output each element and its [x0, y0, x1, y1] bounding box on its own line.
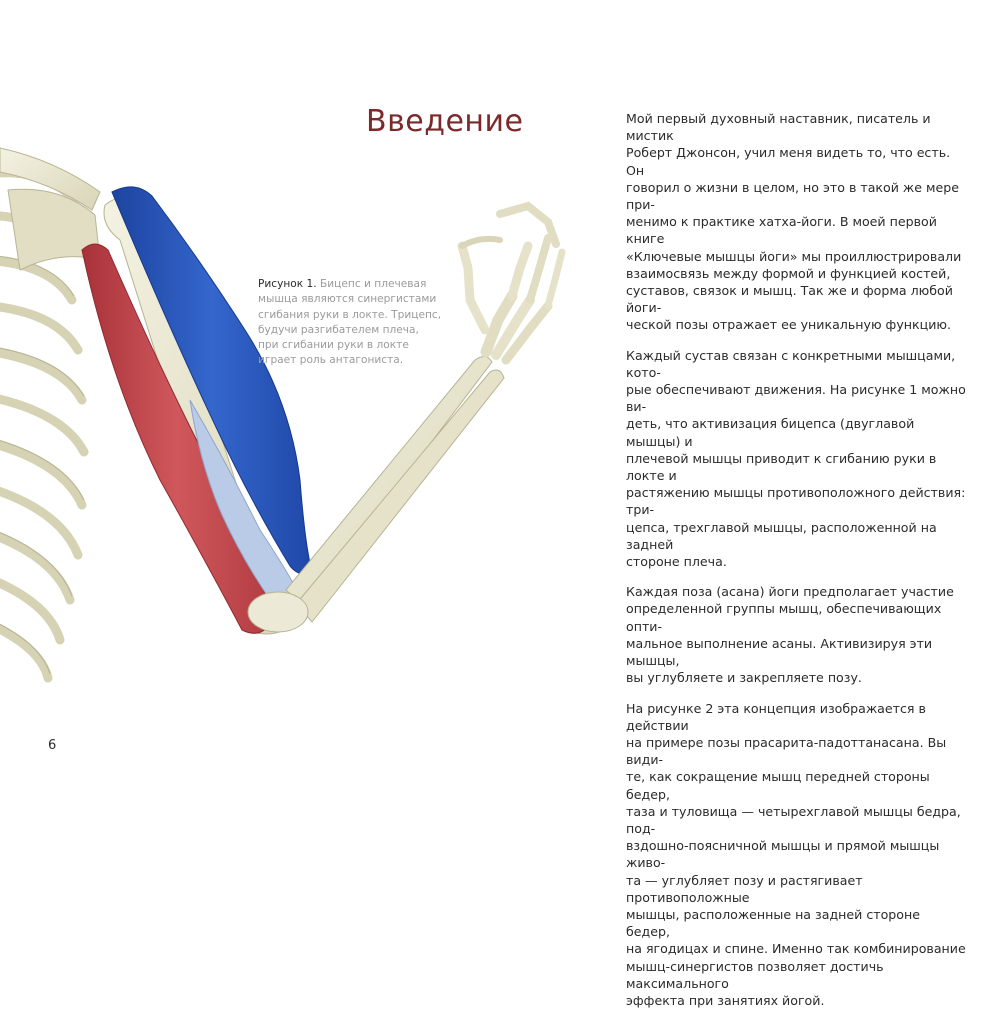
text-line: «Ключевые мышцы йоги» мы проиллюстрировали: [626, 248, 962, 264]
text-line: Мой первый духовный наставник, писатель и мистик: [626, 111, 931, 144]
text-line: определенной группы мышц, обеспечивающих опти-: [626, 601, 942, 634]
text-line: на ягодицах и спине. Именно так комбинирование: [626, 941, 966, 957]
text-line: Каждый сустав связан с конкретными мышцами, кото-: [626, 347, 956, 380]
body-text: [626, 110, 966, 1022]
paragraph: [626, 583, 966, 686]
paragraph: [626, 700, 966, 1010]
caption-line: Бицепс и плечевая: [316, 278, 427, 290]
text-line: Каждая поза (асана) йоги предполагает участие: [626, 584, 954, 600]
text-line: суставов, связок и мышц. Так же и форма любой йоги-: [626, 283, 953, 316]
text-line: менимо к практике хатха-йоги. В моей первой книге: [626, 214, 937, 247]
text-line: те, как сокращение мышц передней стороны бедер,: [626, 769, 930, 802]
page-title: Введение: [366, 104, 524, 139]
text-line: Роберт Джонсон, учил меня видеть то, что есть. Он: [626, 145, 951, 178]
paragraph: [626, 347, 966, 571]
caption-line: будучи разгибателем плеча,: [258, 323, 419, 336]
text-line: говорил о жизни в целом, но это в такой же мере при-: [626, 179, 960, 213]
caption-lead: Рисунок 1.: [258, 278, 317, 290]
page-number: 6: [48, 738, 57, 753]
text-line: взаимосвязь между формой и функцией костей,: [626, 265, 951, 281]
caption-line: играет роль антагониста.: [258, 354, 404, 367]
caption-line: мышца являются синергистами: [258, 293, 437, 306]
text-line: таза и туловища — четырехглавой мышцы бедра, под-: [626, 803, 961, 836]
text-line: цепса, трехглавой мышцы, расположенной на задней: [626, 519, 937, 552]
text-line: стороне плеча.: [626, 554, 727, 570]
text-line: эффекта при занятиях йогой.: [626, 992, 825, 1008]
caption-line: при сгибании руки в локте: [258, 339, 409, 352]
text-line: мальное выполнение асаны. Активизируя эти мышцы,: [626, 635, 933, 669]
text-line: та — углубляет позу и растягивает противоположные: [626, 872, 863, 905]
text-line: растяжению мышцы противоположного действия: три-: [626, 485, 966, 518]
hand-bones: [462, 206, 562, 360]
text-line: мышц-синергистов позволяет достичь максимального: [626, 958, 884, 991]
paragraph: [626, 110, 966, 334]
text-line: деть, что активизация бицепса (двуглавой мышцы) и: [626, 416, 915, 449]
text-line: рые обеспечивают движения. На рисунке 1 можно ви-: [626, 382, 966, 415]
text-line: вы углубляете и закрепляете позу.: [626, 670, 862, 686]
caption-line: сгибания руки в локте. Трицепс,: [258, 308, 442, 321]
figure-caption: [258, 277, 448, 369]
text-line: на примере позы прасарита-падоттанасана. Вы види-: [626, 734, 947, 768]
text-line: мышцы, расположенные на задней стороне бедер,: [626, 906, 920, 940]
text-line: На рисунке 2 эта концепция изображается в действии: [626, 700, 926, 733]
text-line: вздошно-поясничной мышцы и прямой мышцы живо-: [626, 838, 940, 871]
text-line: ческой позы отражает ее уникальную функцию.: [626, 317, 951, 333]
text-line: плечевой мышцы приводит к сгибанию руки в локте и: [626, 450, 937, 484]
